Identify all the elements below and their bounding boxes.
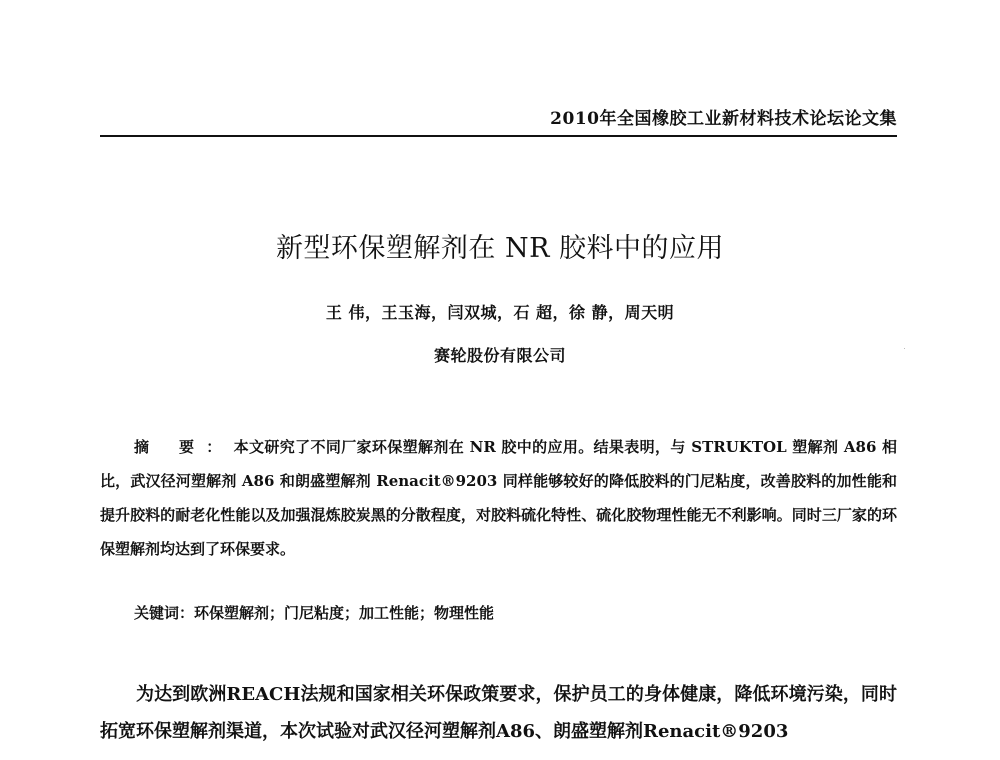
paper-title: 新型环保塑解剂在 NR 胶料中的应用	[275, 233, 725, 265]
author-list: 王 伟，王玉海，闫双城，石 超，徐 静，周天明	[325, 303, 675, 322]
header-rule	[100, 135, 897, 137]
abstract	[100, 430, 897, 566]
abstract-label: 摘 要：	[134, 438, 234, 456]
scan-speck	[904, 348, 905, 349]
affiliation: 赛轮股份有限公司	[433, 346, 566, 365]
running-header: 2010年全国橡胶工业新材料技术论坛论文集	[550, 109, 897, 129]
keywords-text: 环保塑解剂；门尼粘度；加工性能；物理性能	[194, 604, 495, 622]
body-paragraph: 为达到欧洲REACH法规和国家相关环保政策要求，保护员工的身体健康，降低环境污染，同时拓宽环保塑解剂渠道，本次试验对武汉径河塑解剂A86、朗盛塑解剂Renacit®9203	[100, 684, 897, 742]
abstract-text: 本文研究了不同厂家环保塑解剂在 NR 胶中的应用。结果表明，与 STRUKTOL 塑解剂 A86 相比，武汉径河塑解剂 A86 和朗盛塑解剂 Renacit®9203 同样能够较好的降低胶料的门尼粘度，改善胶料的加性能和提升胶料的耐老化性能以及加强混炼胶炭黑的分散程度，对胶料硫化特性、硫化胶物理性能无不利影响。同时三厂家的环保塑解剂均达到了环保要求。	[100, 438, 897, 558]
keywords	[134, 596, 494, 630]
keywords-label: 关键词：	[134, 604, 195, 622]
